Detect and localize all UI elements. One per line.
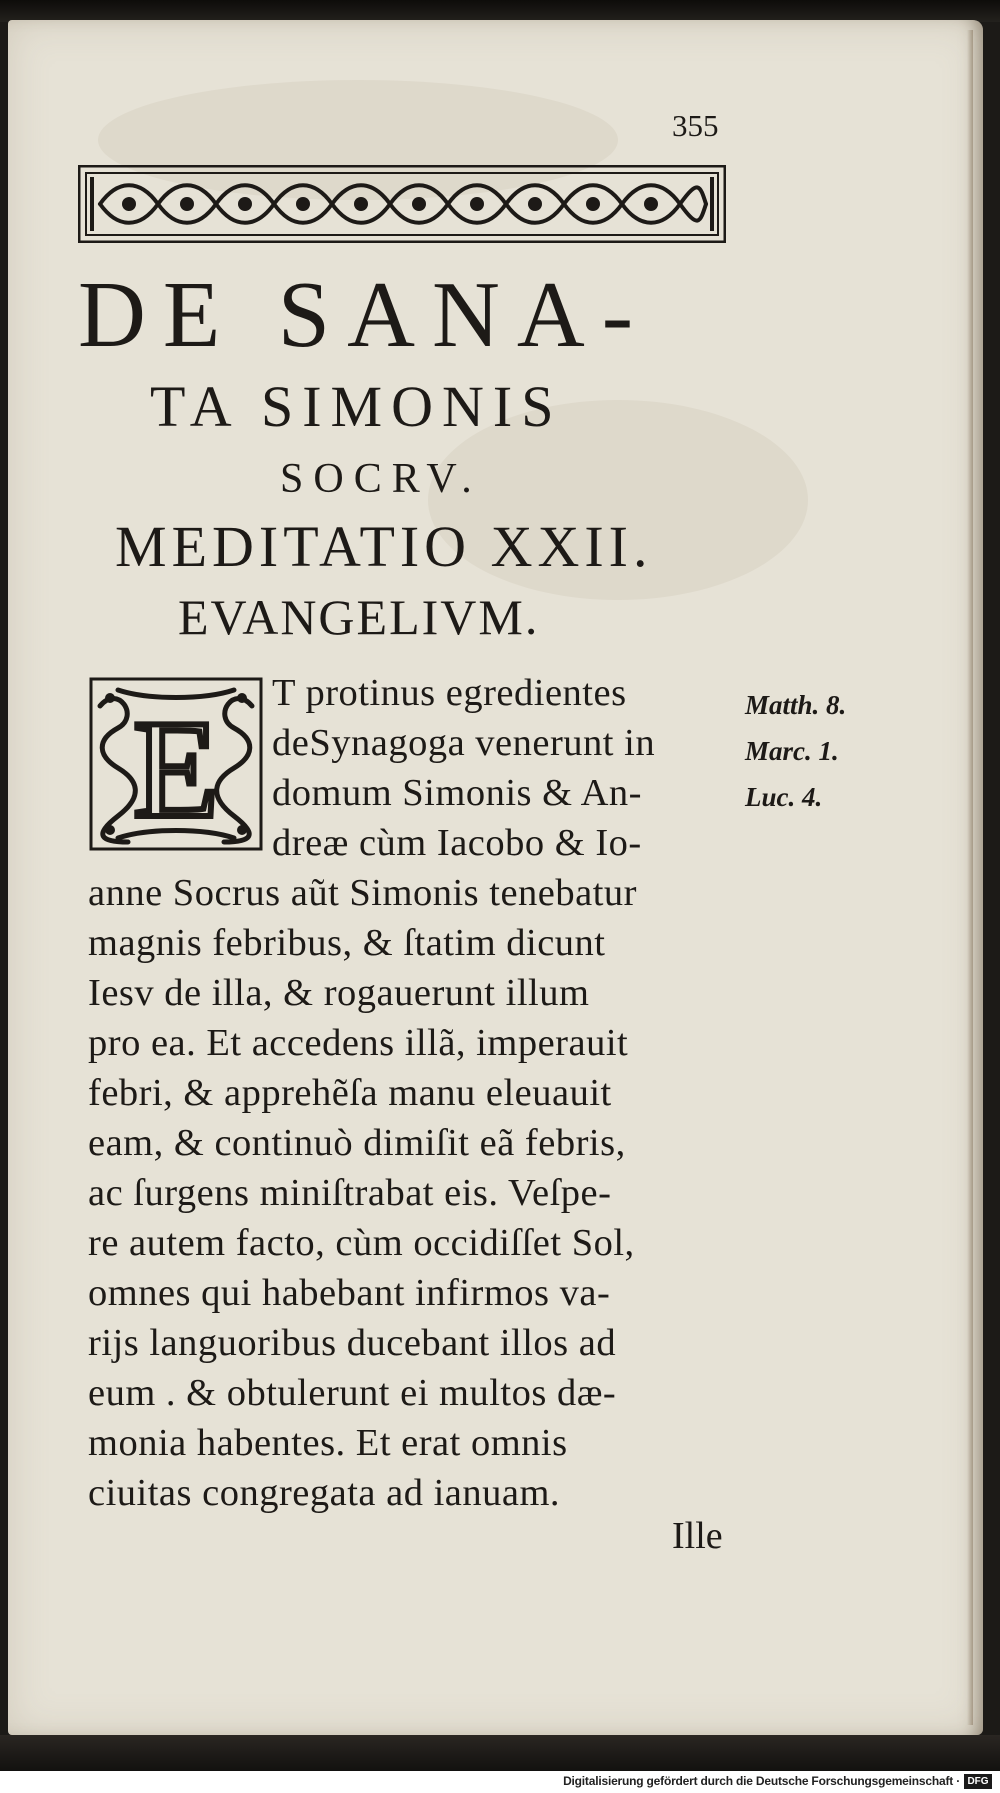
body-line: re autem facto, cùm occidiſſet Sol, bbox=[88, 1222, 635, 1264]
body-line: eam, & continuò dimiſit eã febris, bbox=[88, 1122, 626, 1164]
dfg-logo: DFG bbox=[964, 1774, 992, 1789]
ornamental-headpiece bbox=[78, 165, 726, 243]
scan-top-edge bbox=[0, 0, 1000, 22]
body-line: deSynagoga venerunt in bbox=[272, 722, 656, 764]
catchword: Ille bbox=[672, 1515, 723, 1557]
title-line-5: EVANGELIVM. bbox=[178, 589, 540, 645]
body-line: domum Simonis & An- bbox=[272, 772, 642, 814]
title-line-1: DE SANA- bbox=[78, 263, 651, 367]
body-line: febri, & apprehẽſa manu eleuauit bbox=[88, 1072, 612, 1114]
title-line-4: MEDITATIO XXII. bbox=[115, 514, 653, 579]
margin-note: Luc. 4. bbox=[745, 782, 823, 812]
title-line-3: SOCRV. bbox=[280, 456, 482, 502]
page-number: 355 bbox=[672, 108, 719, 143]
scan-bottom-edge bbox=[0, 1735, 1000, 1771]
body-line: anne Socrus aũt Simonis tenebatur bbox=[88, 872, 637, 914]
title-line-2: TA SIMONIS bbox=[150, 374, 563, 439]
body-line: Iesv de illa, & rogauerunt illum bbox=[88, 972, 590, 1014]
digitization-footer bbox=[0, 1771, 1000, 1793]
body-line: monia habentes. Et erat omnis bbox=[88, 1422, 568, 1464]
decorated-initial bbox=[88, 676, 264, 852]
initial-letter: E bbox=[133, 692, 219, 847]
body-line: magnis febribus, & ſtatim dicunt bbox=[88, 922, 606, 964]
body-line: rijs languoribus ducebant illos ad bbox=[88, 1322, 617, 1364]
body-line: ac ſurgens miniſtrabat eis. Veſpe- bbox=[88, 1172, 612, 1214]
body-line: dreæ cùm Iacobo & Io- bbox=[272, 822, 642, 864]
body-line: T protinus egredientes bbox=[272, 672, 627, 714]
body-line: ciuitas congregata ad ianuam. bbox=[88, 1472, 561, 1514]
margin-note: Marc. 1. bbox=[745, 736, 839, 766]
footer-credit: Digitalisierung gefördert durch die Deutsche Forschungsgemeinschaft · bbox=[563, 1774, 960, 1788]
margin-note: Matth. 8. bbox=[745, 690, 847, 720]
body-line: omnes qui habebant infirmos va- bbox=[88, 1272, 611, 1314]
body-line: eum . & obtulerunt ei multos dæ- bbox=[88, 1372, 617, 1414]
body-line: pro ea. Et accedens illã, imperauit bbox=[88, 1022, 629, 1064]
